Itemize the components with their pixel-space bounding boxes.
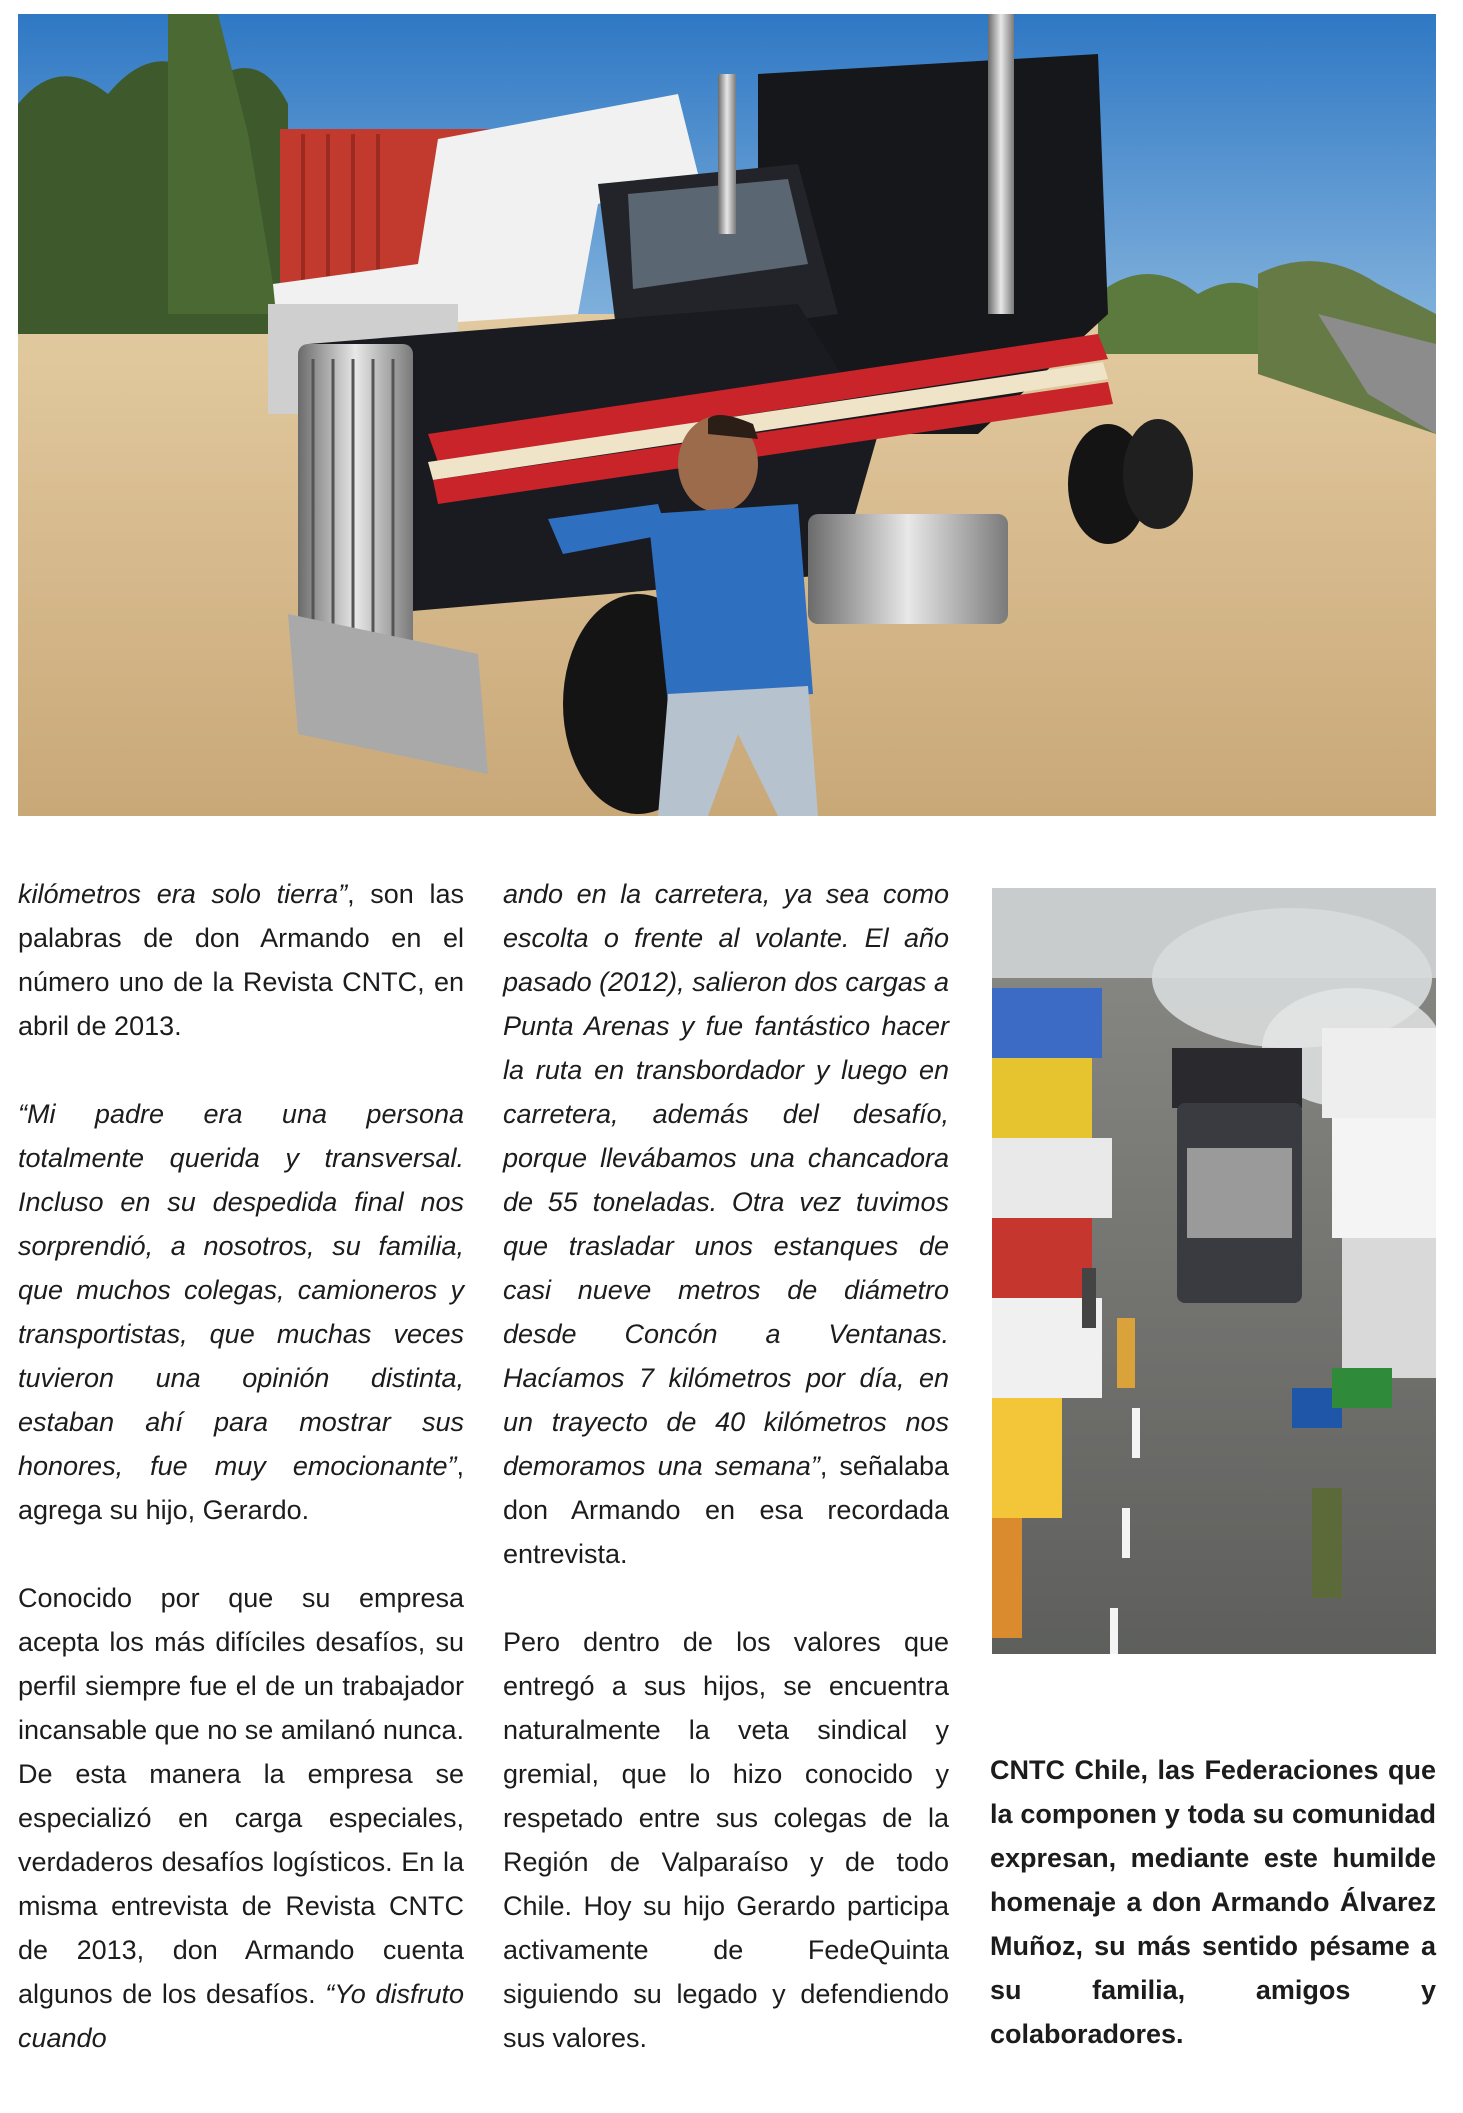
paragraph [18,872,464,1048]
quote-text: “Mi padre era una persona totalmente querida y transversal. Incluso en su despedida final nos sorprendió, a nosotros, su familia, que muchos colegas, camioneros y transportistas, que muchas veces tuvieron una opinión distinta, estaban ahí para mostrar sus honores, fue muy emocionante” [18,1099,464,1481]
body-text: , son las palabras de don Armando en el número uno de la Revista CNTC, en abril de 2013. [18,879,464,1041]
body-text: Conocido por que su empresa acepta los más difíciles desafíos, su perfil siempre fue el de un trabajador incansable que no se amilanó nunca. De esta manera la empresa se especializó en carga especiales, verdaderos desafíos logísticos. En la misma entrevista de Revista CNTC de 2013, don Armando cuenta algunos de los desafíos. [18,1583,464,2009]
body-text: CNTC Chile, las Federaciones que la componen y toda su comunidad expresan, mediante este humilde homenaje a don Armando Álvarez Muñoz, su más sentido pésame a su familia, amigos y colaboradores. [990,1755,1436,2049]
article-column-1 [18,872,464,2060]
body-text: , agrega su hijo, Gerardo. [18,1451,464,1525]
paragraph [503,1620,949,2060]
truck-driver-photo-icon [18,14,1436,816]
body-text: , señalaba don Armando en esa recordada entrevista. [503,1451,949,1569]
quote-text: kilómetros era solo tierra” [18,879,348,909]
convoy-photo [992,888,1436,1654]
quote-text: “Yo disfruto cuando [18,1979,464,2053]
article-column-2 [503,872,949,2060]
truck-convoy-photo-icon [992,888,1436,1654]
quote-text: ando en la carretera, ya sea como escolta o frente al volante. El año pasado (2012), salieron dos cargas a Punta Arenas y fue fantástico hacer la ruta en transbordador y luego en carretera, además del desafío, porque llevábamos una chancadora de 55 toneladas. Otra vez tuvimos que trasladar unos estanques de casi nueve metros de diámetro desde Concón a Ventanas. Hacíamos 7 kilómetros por día, en un trayecto de 40 kilómetros nos demoramos una semana” [503,879,949,1481]
paragraph [990,1748,1436,2056]
hero-photo [18,14,1436,816]
paragraph [18,1576,464,2060]
body-text: Pero dentro de los valores que entregó a sus hijos, se encuentra naturalmente la veta sindical y gremial, que lo hizo conocido y respetado entre sus colegas de la Región de Valparaíso y de todo Chile. Hoy su hijo Gerardo participa activamente de FedeQuinta siguiendo su legado y defendiendo sus valores. [503,1627,949,2053]
paragraph [18,1092,464,1532]
tribute-statement [990,1748,1436,2056]
paragraph [503,872,949,1576]
